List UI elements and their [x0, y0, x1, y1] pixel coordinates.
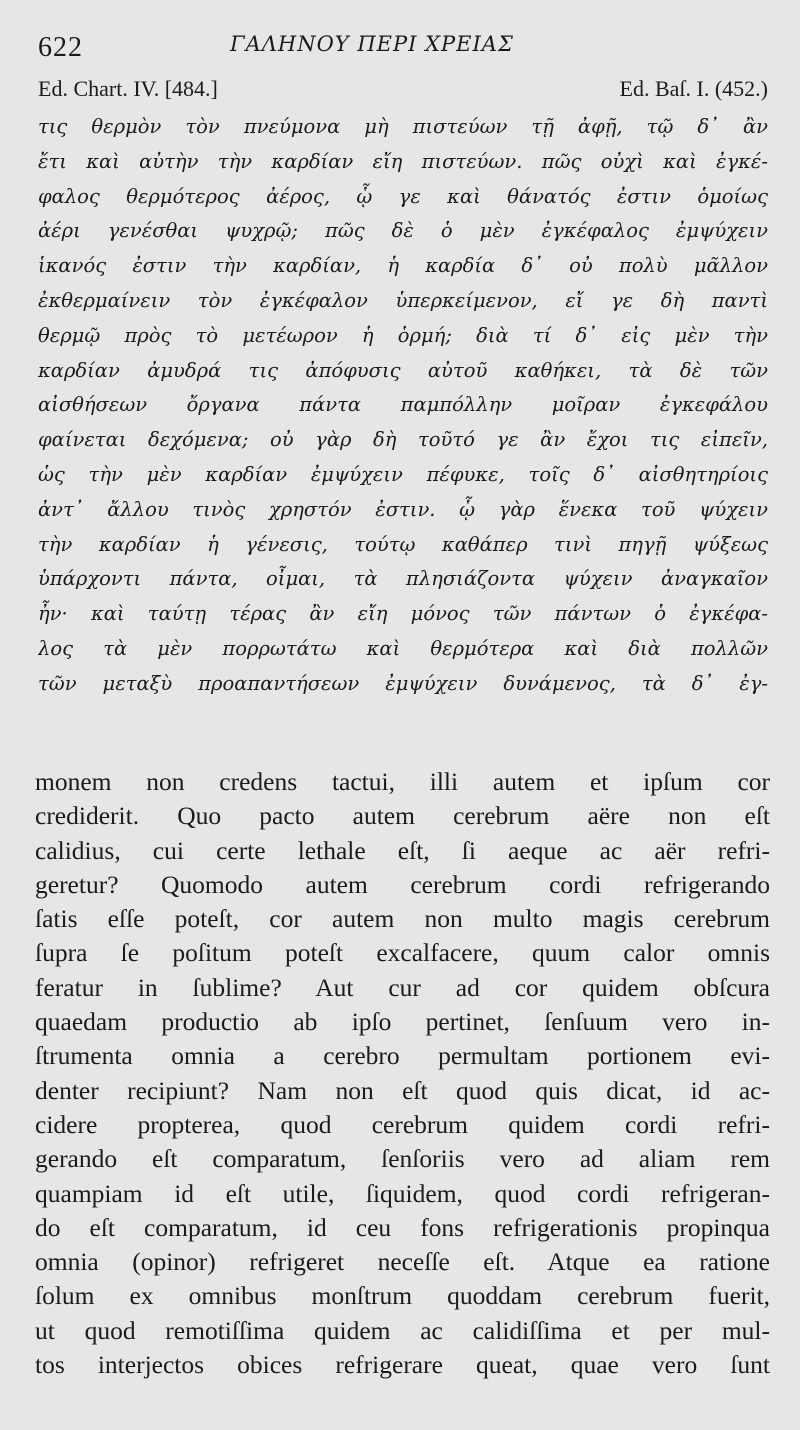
greek-text-line: ἀέρι γενέσθαι ψυχρῷ; πῶς δὲ ὁ μὲν ἐγκέφαλος ἐμψύχειν	[38, 219, 768, 243]
latin-text-line: quaedam productio ab ipſo pertinet, ſenſuum vero in-	[35, 1007, 770, 1037]
edition-reference-basel: Ed. Baſ. I. (452.)	[619, 76, 768, 101]
latin-text	[35, 765, 770, 1382]
greek-text	[38, 110, 768, 702]
greek-text-line: ὡς τὴν μὲν καρδίαν ἐμψύχειν πέφυκε, τοῖς δ᾽ αἰσθητηρίοις	[38, 462, 768, 486]
greek-text-line: ἱκανός ἐστιν τὴν καρδίαν, ἡ καρδία δ᾽ οὐ πολὺ μᾶλλον	[38, 254, 768, 278]
greek-text-line: αἰσθήσεων ὄργανα πάντα παμπόλλην μοῖραν ἐγκεφάλου	[38, 393, 768, 417]
latin-text-line: ſolum ex omnibus monſtrum quoddam cerebrum fuerit,	[35, 1281, 770, 1311]
latin-text-line: do eſt comparatum, id ceu fons refrigerationis propinqua	[35, 1212, 770, 1242]
greek-text-line: ἔτι καὶ αὐτὴν τὴν καρδίαν εἴη πιστεύων. πῶς οὐχὶ καὶ ἐγκέ-	[38, 149, 768, 173]
latin-text-line: monem non credens tactui, illi autem et ipſum cor	[35, 767, 770, 796]
page-header	[38, 28, 768, 64]
latin-text-line: gerando eſt comparatum, ſenſoriis vero ad aliam rem	[35, 1144, 770, 1174]
edition-reference-chartier: Ed. Chart. IV. [484.]	[38, 76, 218, 101]
greek-text-line: καρδίαν ἀμυδρά τις ἀπόφυσις αὐτοῦ καθήκει, τὰ δὲ τῶν	[38, 358, 768, 382]
greek-text-line: ἀντ᾽ ἄλλου τινὸς χρηστόν ἐστιν. ᾧ γὰρ ἕνεκα τοῦ ψύχειν	[38, 497, 768, 521]
latin-text-line: crediderit. Quo pacto autem cerebrum aëre non eſt	[35, 801, 770, 831]
greek-text-line: θερμῷ πρὸς τὸ μετέωρον ἡ ὁρμή; διὰ τί δ᾽ εἰς μὲν τὴν	[38, 323, 768, 347]
running-title: ΓΑΛΗΝΟΥ ΠΕΡΙ ΧΡΕΙΑΣ	[230, 32, 514, 56]
greek-text-line: φαλος θερμότερος ἀέρος, ᾧ γε καὶ θάνατός ἐστιν ὁμοίως	[38, 184, 768, 208]
greek-text-line: τις θερμὸν τὸν πνεύμονα μὴ πιστεύων τῇ ἀφῇ, τῷ δ᾽ ἂν	[38, 115, 768, 138]
greek-text-line: τὴν καρδίαν ἡ γένεσις, τούτῳ καθάπερ τινὶ πηγῇ ψύξεως	[38, 532, 768, 556]
greek-text-line: ὑπάρχοντι πάντα, οἶμαι, τὰ πλησιάζοντα ψύχειν ἀναγκαῖον	[38, 567, 768, 591]
greek-text-line: φαίνεται δεχόμενα; οὐ γὰρ δὴ τοῦτό γε ἂν ἔχοι τις εἰπεῖν,	[38, 428, 768, 452]
latin-text-line: omnia (opinor) refrigeret neceſſe eſt. Atque ea ratione	[35, 1247, 770, 1277]
latin-text-line: ſtrumenta omnia a cerebro permultam portionem evi-	[35, 1041, 770, 1071]
greek-text-line: τῶν μεταξὺ προαπαντήσεων ἐμψύχειν δυνάμενος, τὰ δ᾽ ἐγ-	[38, 671, 768, 695]
latin-text-line: geretur? Quomodo autem cerebrum cordi refrigerando	[35, 869, 770, 899]
latin-text-line: calidius, cui certe lethale eſt, ſi aeque ac aër refri-	[35, 835, 770, 865]
latin-text-line: tos interjectos obices refrigerare queat, quae vero ſunt	[35, 1350, 770, 1380]
latin-text-line: ſatis eſſe poteſt, cor autem non multo magis cerebrum	[35, 904, 770, 934]
greek-text-line: ἦν· καὶ ταύτῃ τέρας ἂν εἴη μόνος τῶν πάντων ὁ ἐγκέφα-	[38, 602, 768, 626]
latin-text-line: cidere propterea, quod cerebrum quidem cordi refri-	[35, 1109, 770, 1139]
page-number: 622	[38, 32, 83, 63]
greek-text-line: λος τὰ μὲν πορρωτάτω καὶ θερμότερα καὶ διὰ πολλῶν	[38, 636, 768, 660]
edition-references	[38, 76, 768, 108]
latin-text-line: quampiam id eſt utile, ſiquidem, quod cordi refrigeran-	[35, 1178, 770, 1208]
latin-text-line: denter recipiunt? Nam non eſt quod quis dicat, id ac-	[35, 1075, 770, 1105]
greek-text-line: ἐκθερμαίνειν τὸν ἐγκέφαλον ὑπερκείμενον, εἴ γε δὴ παντὶ	[38, 288, 768, 312]
latin-text-line: feratur in ſublime? Aut cur ad cor quidem obſcura	[35, 972, 770, 1002]
latin-text-line: ſupra ſe poſitum poteſt excalfacere, quum calor omnis	[35, 938, 770, 968]
latin-text-line: ut quod remotiſſima quidem ac calidiſſima et per mul-	[35, 1315, 770, 1345]
